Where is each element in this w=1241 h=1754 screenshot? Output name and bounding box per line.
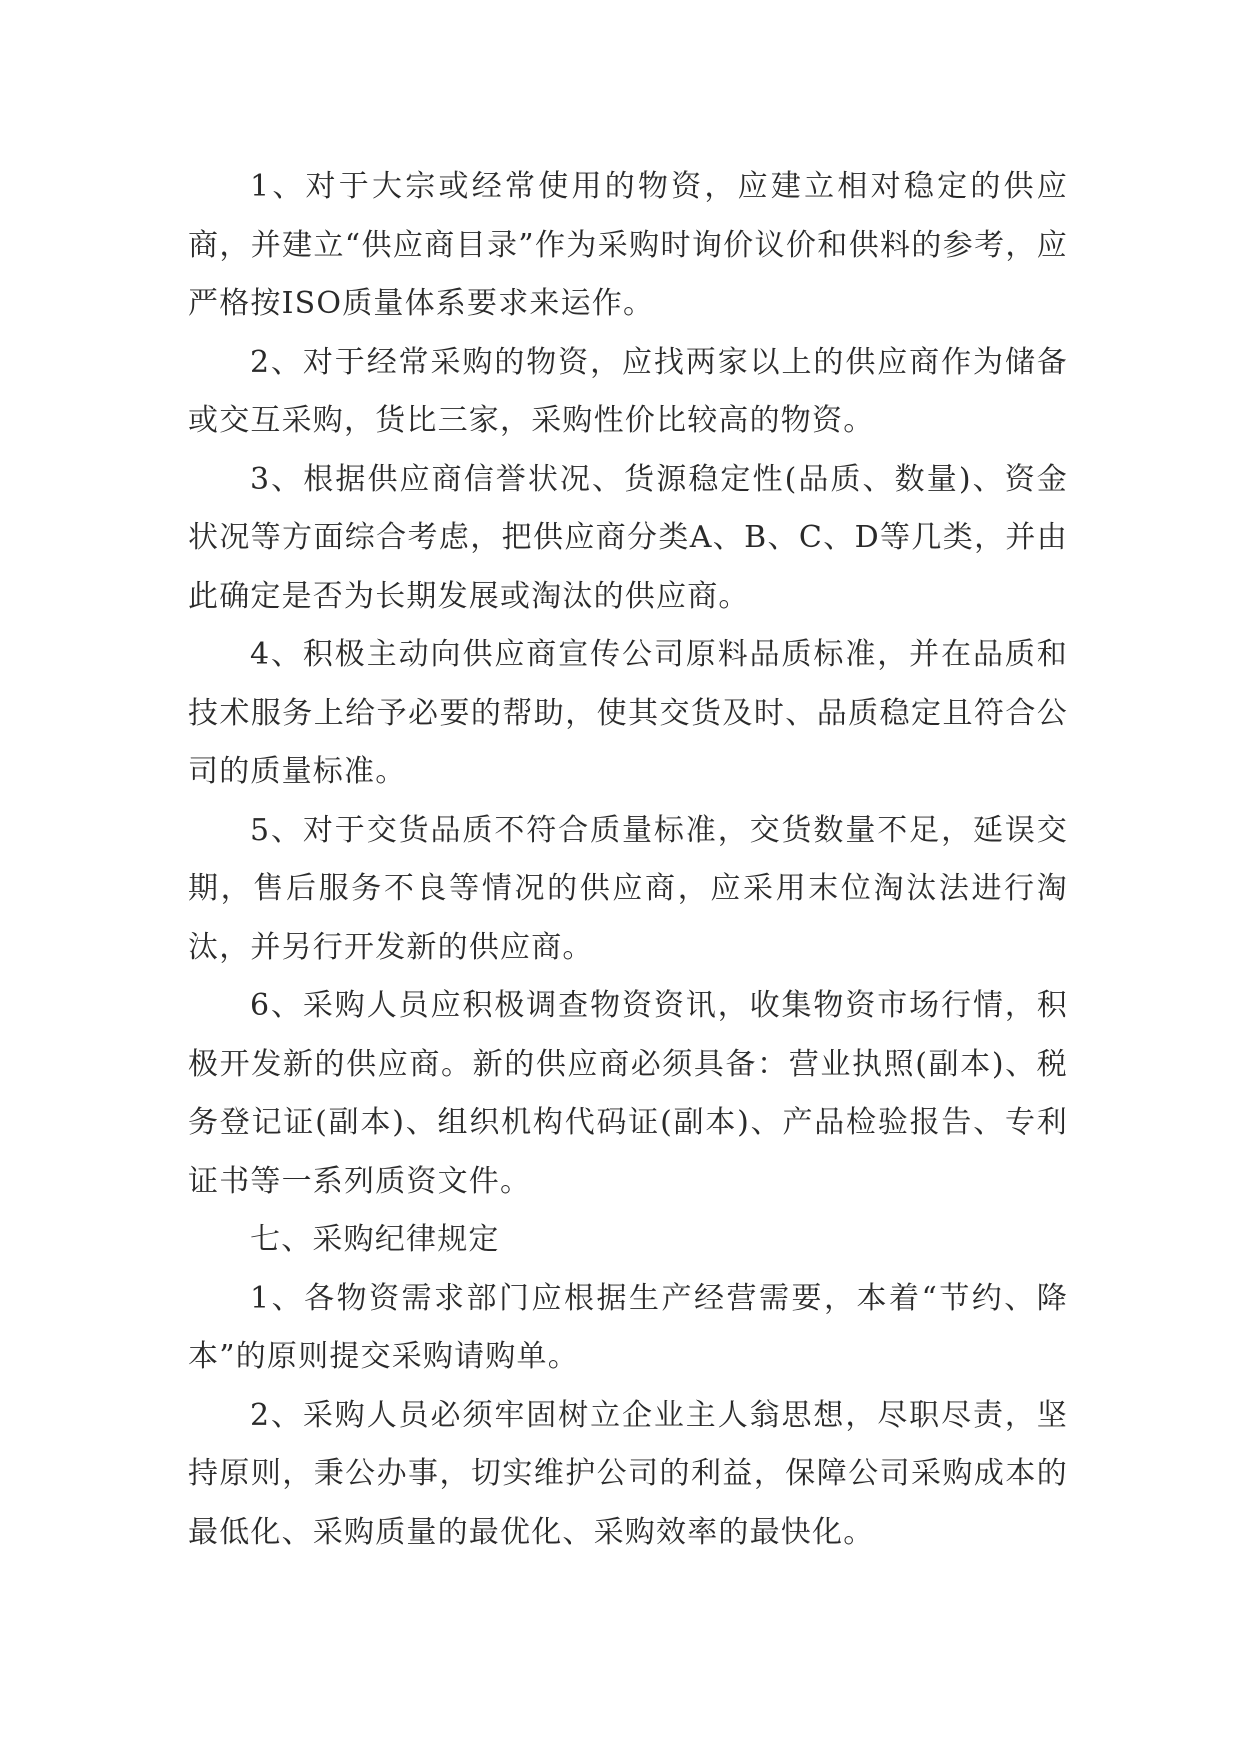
paragraph-quality-standards: 4、积极主动向供应商宣传公司原料品质标准，并在品质和技术服务上给予必要的帮助，使其交货及时、品质稳定且符合公司的质量标准。 xyxy=(188,637,1068,789)
paragraph-new-supplier-documents: 6、采购人员应积极调查物资资讯，收集物资市场行情，积极开发新的供应商。新的供应商必须具备：营业执照(副本)、税务登记证(副本)、组织机构代码证(副本)、产品检验报告、专利证书等一系列质资文件。 xyxy=(188,988,1068,1199)
paragraph-supplier-catalog: 1、对于大宗或经常使用的物资，应建立相对稳定的供应商，并建立“供应商目录”作为采购时询价议价和供料的参考，应严格按ISO质量体系要求来运作。 xyxy=(188,169,1068,321)
paragraph-supplier-elimination: 5、对于交货品质不符合质量标准，交货数量不足，延误交期，售后服务不良等情况的供应商，应采用末位淘汰法进行淘汰，并另行开发新的供应商。 xyxy=(188,812,1068,965)
section-heading-procurement-discipline: 七、采购纪律规定 xyxy=(250,1222,500,1257)
document-body xyxy=(188,158,1068,1562)
paragraph-backup-suppliers: 2、对于经常采购的物资，应找两家以上的供应商作为储备或交互采购，货比三家，采购性价比较高的物资。 xyxy=(188,344,1068,438)
paragraph-purchase-requisition: 1、各物资需求部门应根据生产经营需要，本着“节约、降本”的原则提交采购请购单。 xyxy=(188,1280,1068,1374)
paragraph-supplier-classification: 3、根据供应商信誉状况、货源稳定性(品质、数量)、资金状况等方面综合考虑，把供应商分类A、B、C、D等几类，并由此确定是否为长期发展或淘汰的供应商。 xyxy=(188,461,1068,614)
paragraph-purchaser-responsibility: 2、采购人员必须牢固树立企业主人翁思想，尽职尽责，坚持原则，秉公办事，切实维护公司的利益，保障公司采购成本的最低化、采购质量的最优化、采购效率的最快化。 xyxy=(188,1397,1068,1550)
